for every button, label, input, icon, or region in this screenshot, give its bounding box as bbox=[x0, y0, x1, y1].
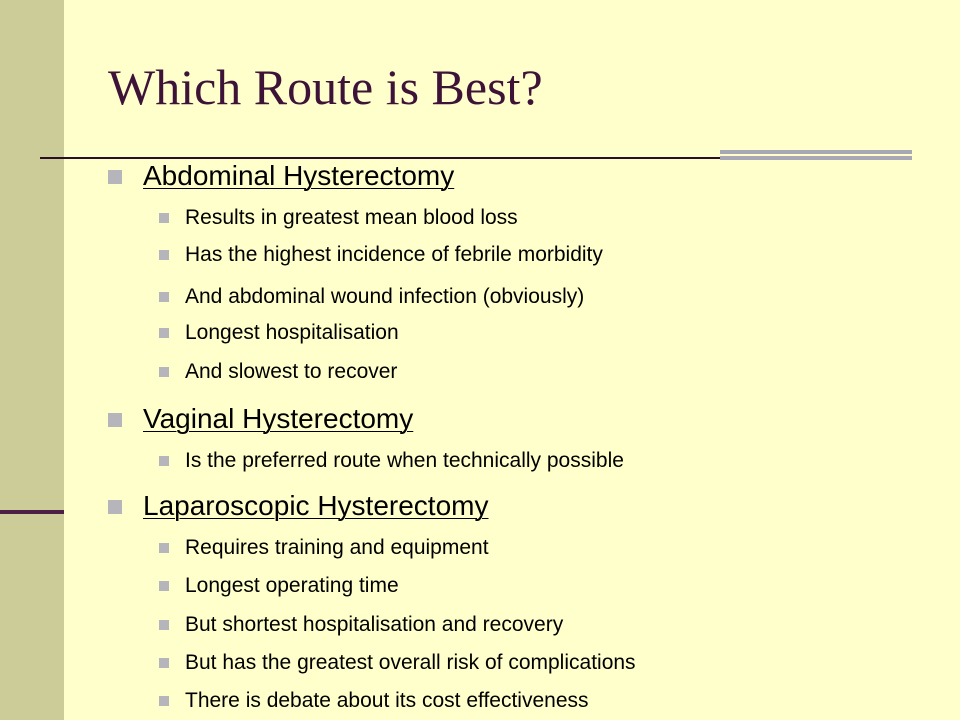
list-item-text: Has the highest incidence of febrile morbidity bbox=[185, 243, 603, 266]
left-accent-bar bbox=[0, 510, 64, 514]
list-item-text: Longest hospitalisation bbox=[185, 321, 399, 344]
list-item-text: Requires training and equipment bbox=[185, 536, 489, 559]
square-bullet-icon bbox=[159, 581, 169, 591]
square-bullet-icon bbox=[159, 328, 169, 338]
list-item-text: Longest operating time bbox=[185, 574, 399, 597]
list-item-text: Results in greatest mean blood loss bbox=[185, 206, 518, 229]
square-bullet-icon bbox=[159, 456, 169, 466]
square-bullet-icon bbox=[159, 292, 169, 302]
list-item-text: But has the greatest overall risk of complications bbox=[185, 651, 636, 674]
list-item-text: There is debate about its cost effectiveness bbox=[185, 689, 589, 712]
section-heading: Vaginal Hysterectomy bbox=[143, 403, 414, 434]
square-bullet-icon bbox=[108, 500, 122, 514]
square-bullet-icon bbox=[108, 170, 122, 184]
square-bullet-icon bbox=[159, 250, 169, 260]
slide-title: Which Route is Best? bbox=[108, 59, 543, 115]
square-bullet-icon bbox=[159, 213, 169, 223]
square-bullet-icon bbox=[159, 543, 169, 553]
left-decorative-band bbox=[0, 0, 64, 720]
list-item-text: But shortest hospitalisation and recovery bbox=[185, 613, 564, 636]
list-item-text: And slowest to recover bbox=[185, 360, 398, 383]
square-bullet-icon bbox=[159, 696, 169, 706]
list-item-text: Is the preferred route when technically possible bbox=[185, 449, 624, 472]
section-heading: Abdominal Hysterectomy bbox=[143, 160, 455, 191]
square-bullet-icon bbox=[159, 658, 169, 668]
square-bullet-icon bbox=[159, 620, 169, 630]
section-heading: Laparoscopic Hysterectomy bbox=[143, 490, 489, 521]
square-bullet-icon bbox=[108, 413, 122, 427]
title-accent-bar bbox=[720, 150, 912, 162]
list-item-text: And abdominal wound infection (obviously) bbox=[185, 285, 585, 308]
square-bullet-icon bbox=[159, 367, 169, 377]
